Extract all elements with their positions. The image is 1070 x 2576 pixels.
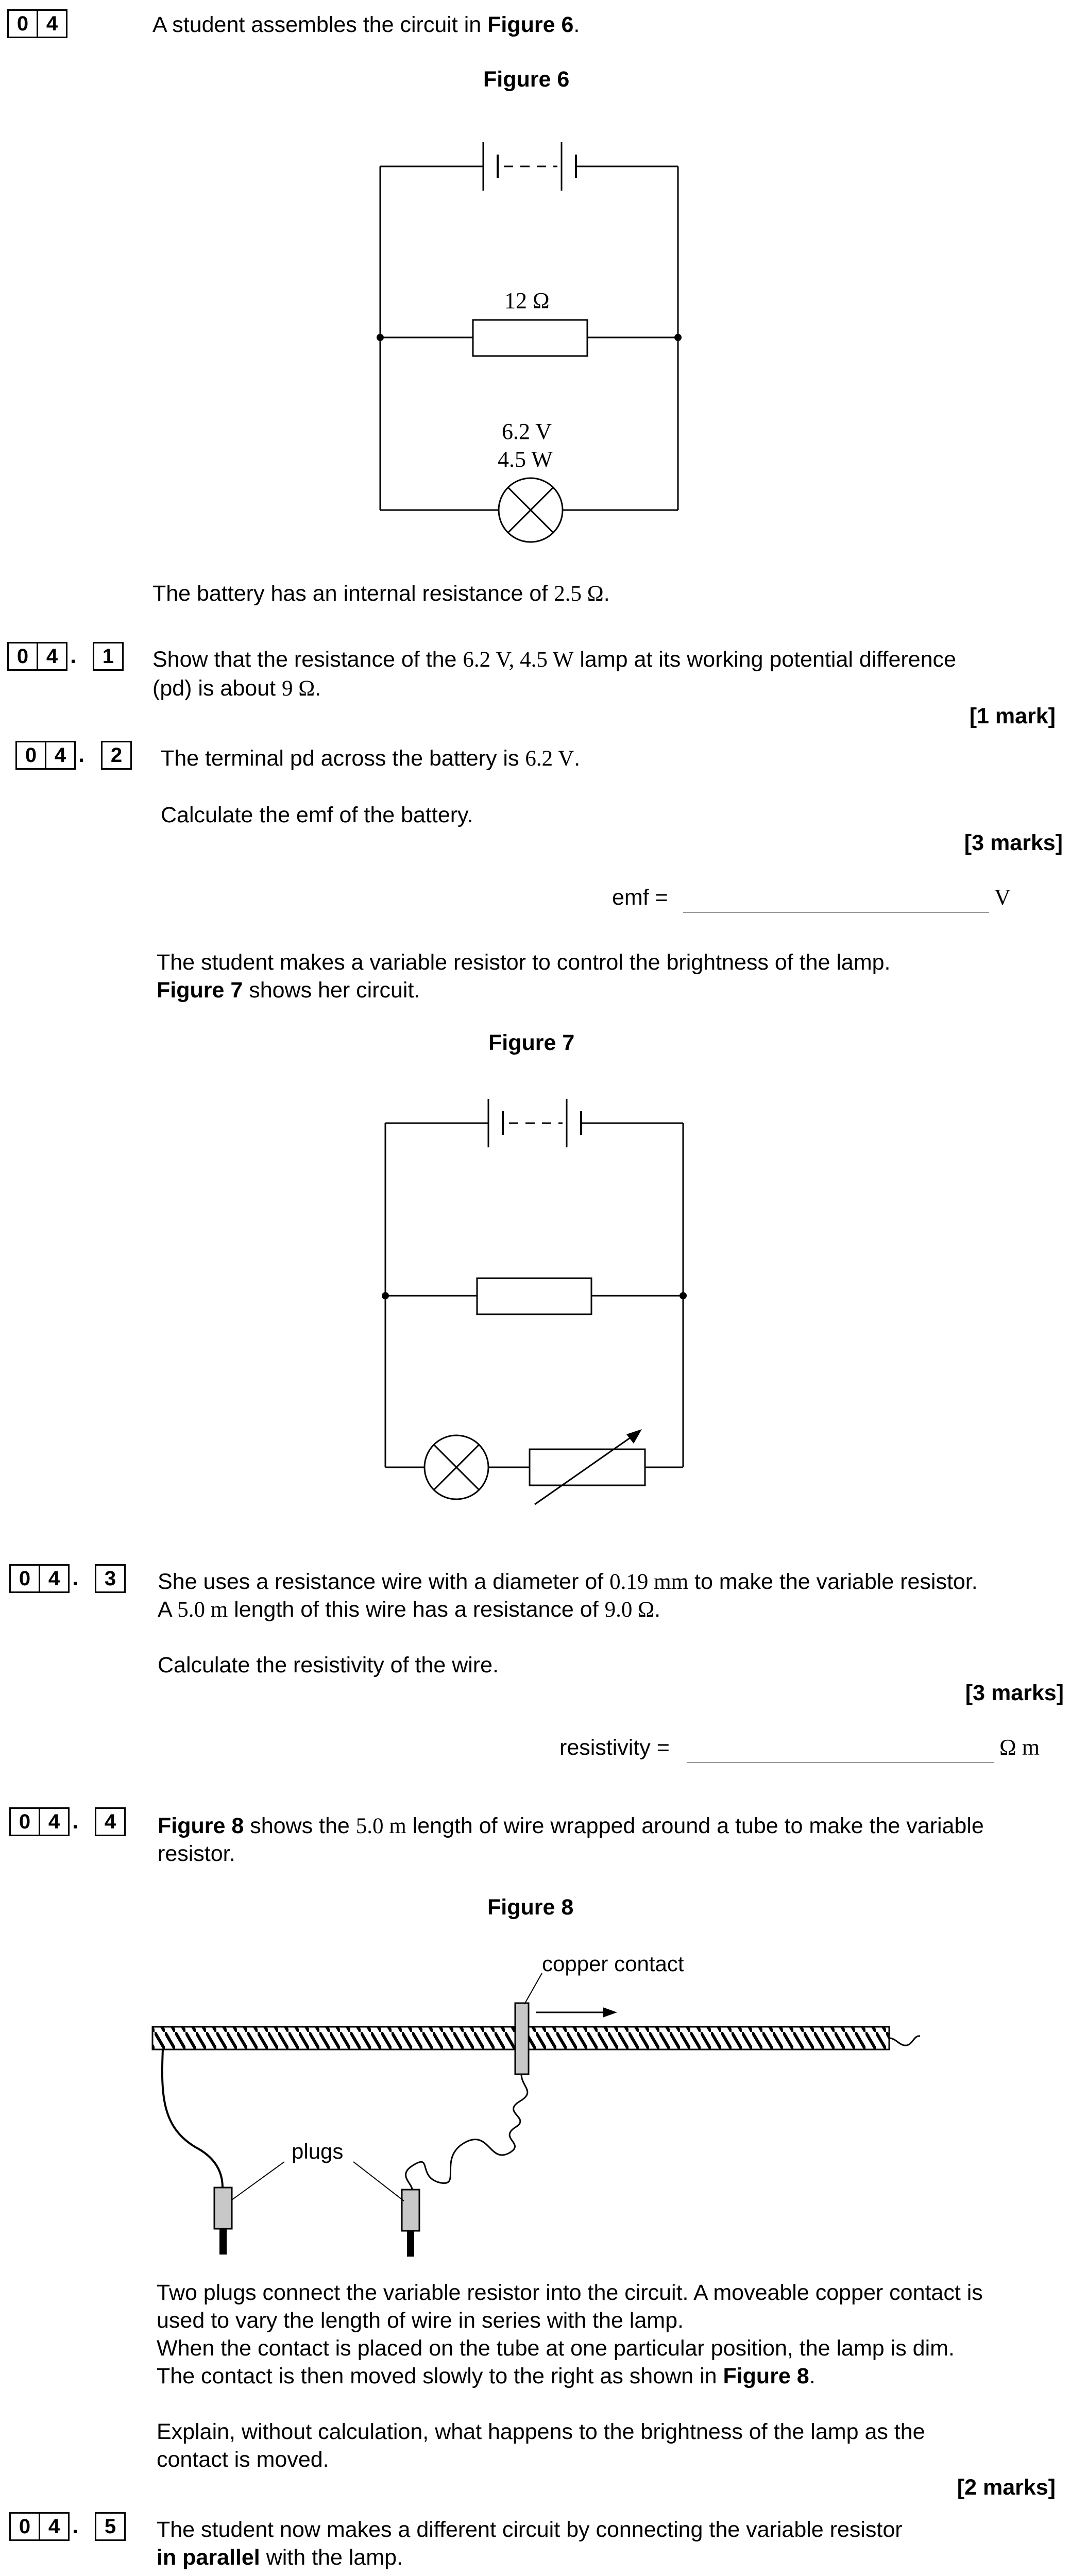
q044-line2: resistor. [158,1841,235,1866]
copper-contact [515,2003,529,2074]
figure-ref: Figure 8 [723,2364,809,2388]
text: A [158,1597,178,1622]
figure-7-title: Figure 7 [488,1030,575,1055]
copper-contact-label: copper contact [542,1952,684,1976]
q043-line3: Calculate the resistivity of the wire. [158,1653,499,1677]
digit: 5 [104,2515,116,2538]
digit: 4 [39,1566,68,1591]
figure-ref: Figure 6 [487,12,574,37]
value: 6.2 V, 4.5 W [463,648,574,672]
coiled-lead [406,2074,528,2190]
digit: 1 [102,645,114,668]
subquestion-number-box [95,2512,126,2541]
q042-line2: Calculate the emf of the battery. [161,803,473,827]
wire-end [889,2036,920,2045]
value: 5.0 m [355,1814,406,1838]
intro-text: A student assembles the circuit in [152,12,488,37]
number-dot: . [72,2513,79,2538]
number-dot: . [72,1565,79,1590]
figure-ref: Figure 8 [158,1814,244,1838]
digit: 4 [39,1809,68,1835]
text: . [315,676,321,701]
q044-p1: Two plugs connect the variable resistor into the circuit. A moveable copper contact is [157,2280,983,2305]
value: 5.0 m [177,1598,228,1622]
text: to make the variable resistor. [688,1569,978,1594]
q044-p3: When the contact is placed on the tube at one particular position, the lamp is dim. [157,2336,955,2361]
number-dot: . [78,742,85,767]
value: 0.19 mm [609,1570,689,1594]
question-number-box [9,2512,70,2541]
q045-line1: The student now makes a different circuit by connecting the variable resistor [157,2517,903,2542]
digit: 0 [19,2515,31,2538]
digit: 0 [16,645,29,668]
text: . [809,2364,816,2388]
resistivity-unit: Ω m [999,1735,1040,1760]
arrow-head [603,2007,617,2018]
q044-p2: used to vary the length of wire in series with the lamp. [157,2308,684,2333]
digit: 4 [37,643,66,669]
marks-label: [3 marks] [965,1681,1064,1705]
emphasis: in parallel [157,2545,260,2570]
marks-label: [3 marks] [964,831,1063,855]
text: length of this wire has a resistance of [228,1597,605,1622]
emf-unit: V [994,885,1011,910]
text: The battery has an internal resistance of [152,581,554,606]
emf-answer-label: emf = [612,885,668,910]
digit: 4 [37,11,66,37]
digit: 0 [16,12,29,35]
text: . [574,746,581,771]
text: She uses a resistance wire with a diameter of [158,1569,610,1594]
plugs-label: plugs [292,2139,344,2163]
mid-line1: The student makes a variable resistor to control the brightness of the lamp. [157,950,891,975]
digit: 2 [110,743,123,767]
value: 9.0 Ω [604,1598,655,1622]
plug-right-pin [407,2231,414,2257]
marks-label: [2 marks] [957,2475,1056,2500]
number-dot: . [72,1808,79,1834]
digit: 0 [19,1810,31,1833]
left-lead [162,2049,223,2188]
text: (pd) is about [152,676,282,701]
resistivity-answer-label: resistivity = [559,1735,670,1760]
number-dot: . [70,643,77,668]
plug-left-pin [219,2229,227,2255]
digit: 0 [25,743,37,767]
figure-6-title: Figure 6 [483,67,570,92]
figure-8-title: Figure 8 [487,1895,574,1920]
plug-left [214,2188,232,2229]
value: 6.2 V [525,747,574,771]
digit: 3 [104,1567,116,1590]
text: length of wire wrapped around a tube to make the variable [406,1814,984,1838]
digit: 4 [104,1810,116,1833]
text: shows the [244,1814,356,1838]
text: lamp at its working potential difference [573,647,956,672]
digit: 4 [45,742,74,768]
marks-label: [1 mark] [969,704,1056,728]
intro-text: . [573,12,580,37]
value: 9 Ω [281,676,315,701]
text: The contact is then moved slowly to the right as shown in [157,2364,723,2388]
digit: 4 [39,2514,68,2539]
value: 2.5 Ω [554,582,604,606]
lamp-voltage-label: 6.2 V [502,419,552,444]
plug-right [402,2190,419,2231]
q044-p4 [157,2362,816,2391]
figure-ref: Figure 7 [157,978,243,1003]
text: shows her circuit. [243,978,420,1003]
q045-line2 [157,2543,403,2572]
q044-p5: Explain, without calculation, what happens to the brightness of the lamp as the [157,2419,925,2444]
text: The terminal pd across the battery is [161,746,525,771]
digit: 0 [19,1567,31,1590]
resistor-label: 12 Ω [504,288,550,313]
text: . [603,581,610,606]
text: . [654,1597,661,1622]
q044-p6: contact is moved. [157,2447,329,2472]
text: Show that the resistance of the [152,647,463,672]
lamp-power-label: 4.5 W [498,447,553,472]
text: with the lamp. [260,2545,403,2570]
